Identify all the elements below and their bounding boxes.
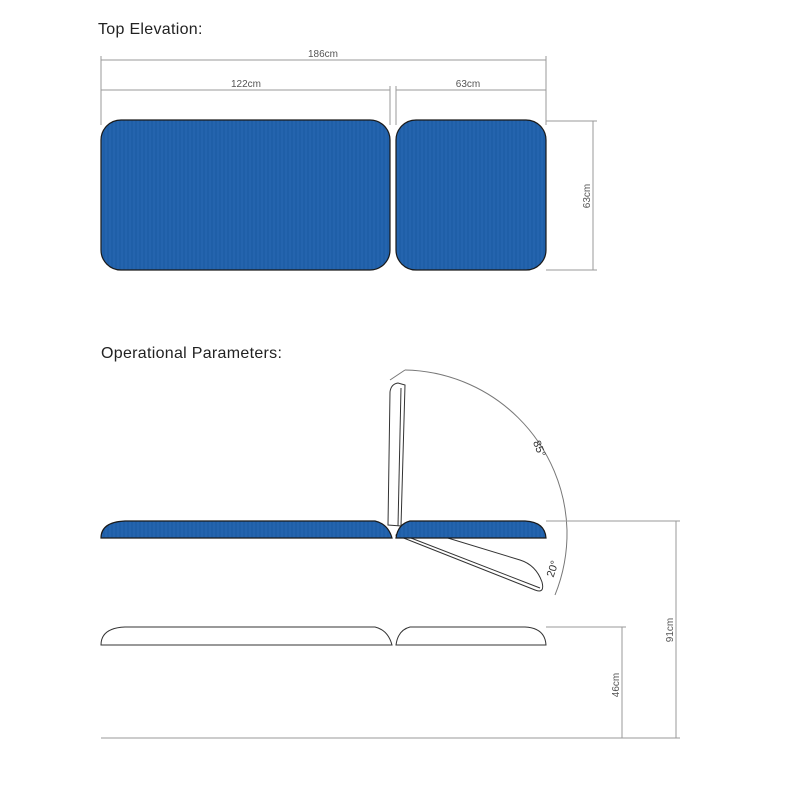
body-cushion-high xyxy=(101,521,392,538)
head-cushion-top xyxy=(396,120,546,270)
raised-backrest-outline xyxy=(388,383,405,526)
raised-backrest-inner-edge xyxy=(398,388,401,526)
max-height-label: 91cm xyxy=(665,617,676,643)
operational-parameters-heading: Operational Parameters: xyxy=(101,345,283,362)
body-section-length-label: 122cm xyxy=(230,79,262,90)
operational-view xyxy=(101,370,680,738)
lower-angle-label: 20° xyxy=(544,559,562,579)
head-cushion-low xyxy=(396,627,546,645)
head-section-length-label: 63cm xyxy=(455,79,481,90)
raise-angle-label: 85° xyxy=(530,438,548,459)
body-cushion-top xyxy=(101,120,390,270)
overall-length-label: 186cm xyxy=(307,49,339,60)
raise-arc-start-tick xyxy=(390,370,405,380)
min-height-label: 46cm xyxy=(611,672,622,698)
top-elevation-view xyxy=(101,49,597,270)
width-label: 63cm xyxy=(582,183,593,209)
body-cushion-low xyxy=(101,627,392,645)
top-elevation-heading: Top Elevation: xyxy=(98,21,203,38)
head-cushion-high xyxy=(396,521,546,538)
lowered-backrest-inner-edge xyxy=(398,533,540,588)
